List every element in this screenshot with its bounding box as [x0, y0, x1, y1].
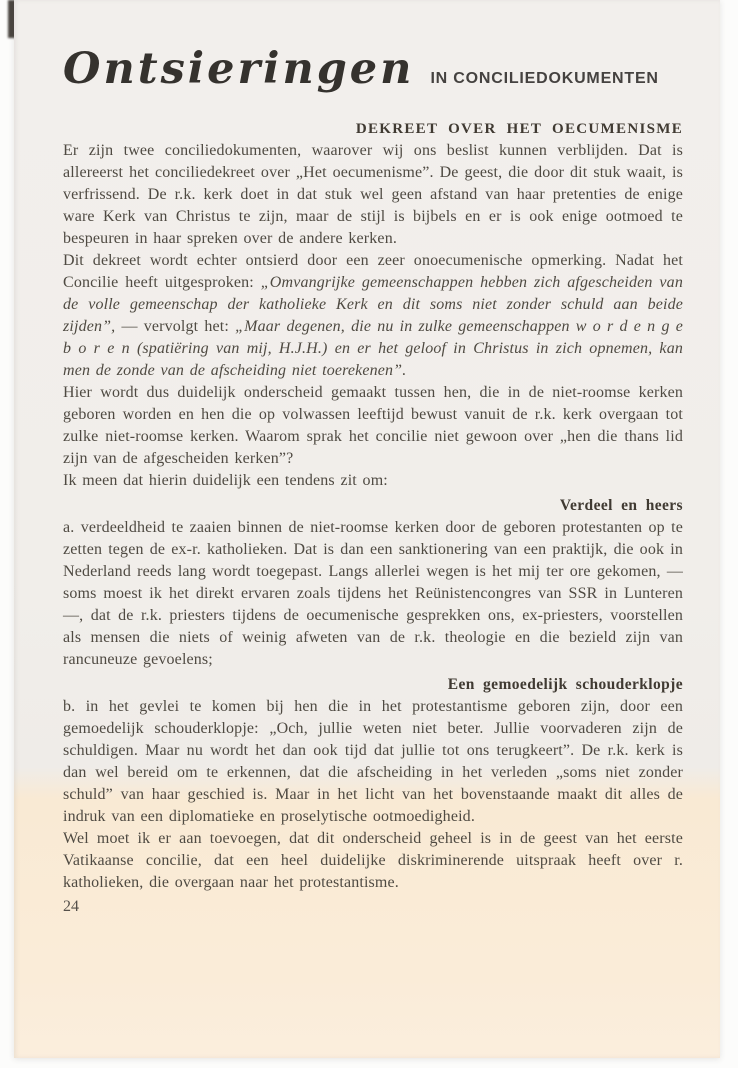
quote-run-roman-1: Dit dekreet wordt echter ontsierd door een zeer onoecumenische opmerking. Nadat het Concilie heeft uitgesproken:: [63, 252, 683, 291]
paragraph-item-a: a. verdeeldheid te zaaien binnen de niet-roomse kerken door de geboren protestanten op te zetten tegen de ex-r. katholieken. Dat is dan een sanktionering van een praktijk, die ook in Nederland reeds lang wordt toegepast. Langs allerlei wegen is het mij ter ore gekomen, — soms moest ik het direkt ervaren zoals tijdens het Reünistencongres van SSR in Lunteren —, dat de r.k. priesters tijdens de oecumenische gesprekken ons, ex-priesters, voorstellen als mensen die niets of weinig afweten van de r.k. theologie en die bezield zijn van rancuneuze gevoelens;: [63, 519, 683, 668]
section-heading-dekreet: DEKREET OVER HET OECUMENISME: [355, 121, 683, 137]
section-heading-schouderklopje: Een gemoedelijk schouderklopje: [447, 676, 683, 693]
page-number: 24: [63, 898, 79, 915]
quote-run-italic-1: „Omvangrijke gemeenschappen hebben zich afgescheiden van de volle gemeenschap der katholieke Kerk en dit soms niet zonder schuld aan beide zijden”,: [63, 274, 683, 335]
masthead-script-title: Ontsieringen: [63, 44, 415, 94]
paragraph-item-b: b. in het gevlei te komen bij hen die in het protestantisme geboren zijn, door een gemoedelijk schouderklopje: „Och, jullie weten niet beter. Jullie voorvaderen zijn de schuldigen. Maar nu wordt het dan ook tijd dat jullie tot ons terugkeert”. De r.k. kerk is dan wel bereid om te erkennen, dat die afscheiding in het verleden „soms niet zonder schuld” van haar geschied is. Maar in het licht van het bovenstaande maakt dit alles de indruk van een diplomatieke en proselytische ootmoedigheid.: [63, 698, 683, 825]
page-content: [63, 0, 683, 918]
quote-run-roman-2: — vervolgt het:: [121, 318, 236, 335]
masthead-caps-title: IN CONCILIEDOKUMENTEN: [430, 70, 659, 87]
document-page: [14, 0, 720, 1058]
paragraph-slot: Wel moet ik er aan toevoegen, dat dit onderscheid geheel is in de geest van het eerste Vatikaanse concilie, dat een heel duidelijke diskriminerende uitspraak heeft over r. katholieken, die overgaan naar het protestantisme.: [63, 830, 683, 891]
paragraph-quote: [63, 250, 683, 382]
paragraph-intro: Er zijn twee conciliedokumenten, waarover wij ons beslist kunnen verblijden. Dat is allereerst het conciliedekreet over „Het oecumenisme”. De geest, die door dit stuk waait, is verfrissend. De r.k. kerk doet in dat stuk wel geen afstand van haar pretenties de enige ware Kerk van Christus te zijn, maar de stijl is bijbels en er is ook enige ootmoed te bespeuren in haar spreken over de andere kerken.: [63, 142, 683, 247]
quote-run-italic-2: „Maar degenen, die nu in zulke gemeenschappen w o r d e n g e b o r e n (spatiëring van mij, H.J.H.) en er het geloof in Christus in zich opnemen, kan men de zonde van de afscheiding niet toerekenen”.: [63, 318, 683, 379]
paragraph-onderscheid: Hier wordt dus duidelijk onderscheid gemaakt tussen hen, die in de niet-roomse kerken geboren worden en hen die op volwassen leeftijd bewust vanuit de r.k. kerk overgaan tot zulke niet-roomse kerken. Waarom sprak het concilie niet gewoon over „hen die thans lid zijn van de afgescheiden kerken”?: [63, 384, 683, 467]
page-masthead: [63, 44, 683, 94]
section-heading-verdeel: Verdeel en heers: [559, 497, 683, 514]
paragraph-tendens: Ik meen dat hierin duidelijk een tendens zit om:: [63, 472, 388, 489]
